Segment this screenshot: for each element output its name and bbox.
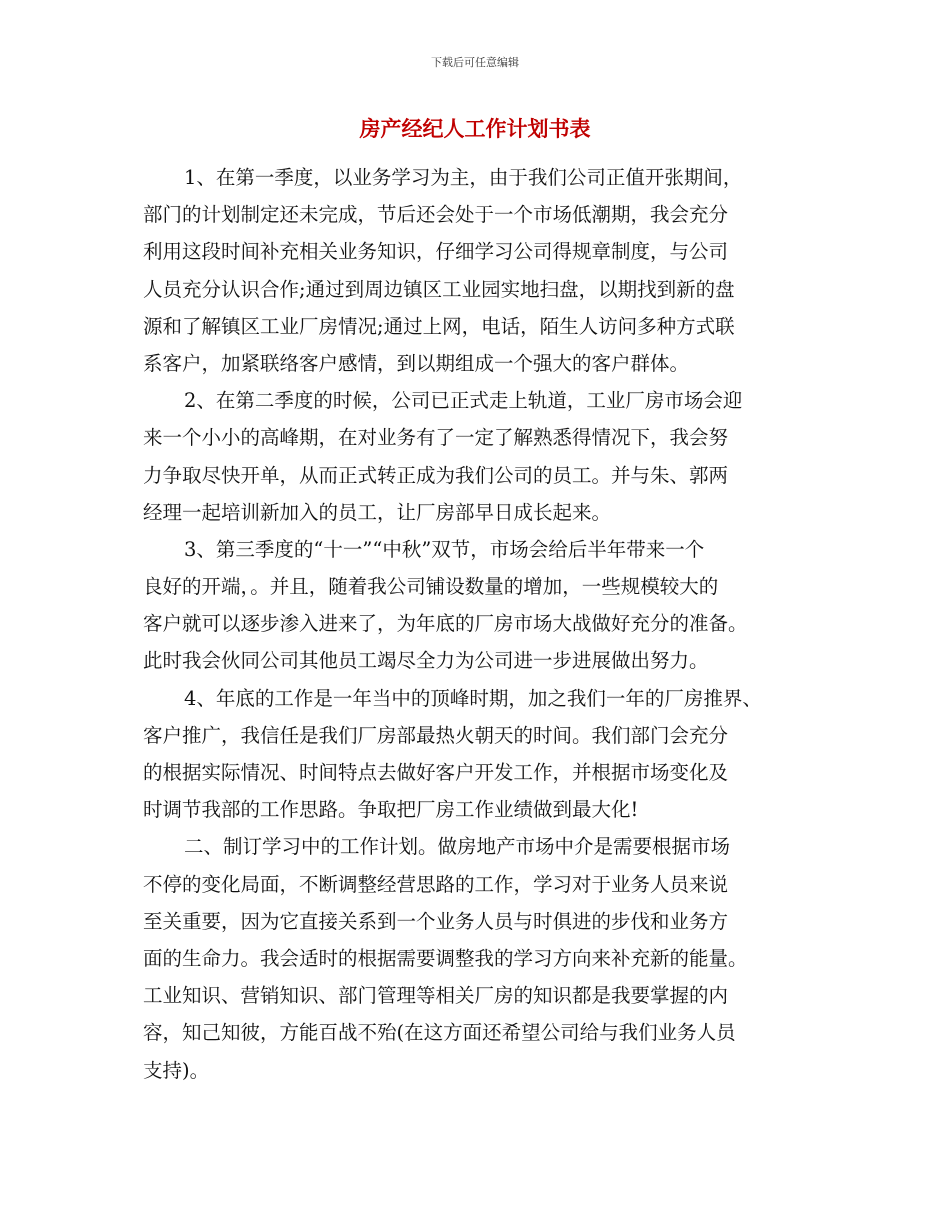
text-line: 二、制订学习中的工作计划。做房地产市场中介是需要根据市场	[184, 835, 731, 859]
text-line: 面的生命力。我会适时的根据需要调整我的学习方向来补充新的能量。	[143, 946, 748, 970]
text-line: 人员充分认识合作;通过到周边镇区工业园实地扫盘，以期找到新的盘	[143, 277, 735, 301]
text-line: 力争取尽快开单，从而正式转正成为我们公司的员工。并与朱、郭两	[143, 463, 729, 487]
text-line: 工业知识、营销知识、部门管理等相关厂房的知识都是我要掌握的内	[143, 984, 729, 1008]
text-line: 的根据实际情况、时间特点去做好客户开发工作，并根据市场变化及	[143, 761, 729, 784]
text-line: 客户就可以逐步渗入进来了，为年底的厂房市场大战做好充分的准备。	[143, 612, 748, 636]
text-line: 至关重要，因为它直接关系到一个业务人员与时俱进的步伐和业务方	[143, 909, 729, 933]
text-line: 不停的变化局面，不断调整经营思路的工作，学习对于业务人员来说	[143, 872, 729, 896]
text-line: 3、第三季度的“十一”“中秋”双节，市场会给后半年带来一个	[184, 537, 705, 561]
text-line: 1、在第一季度，以业务学习为主，由于我们公司正值开张期间，	[184, 166, 743, 189]
text-line: 利用这段时间补充相关业务知识，仔细学习公司得规章制度，与公司	[143, 240, 729, 264]
text-line: 良好的开端，。并且，随着我公司铺设数量的增加，一些规模较大的	[143, 575, 719, 599]
text-line: 4、年底的工作是一年当中的顶峰时期，加之我们一年的厂房推界、	[184, 686, 762, 710]
text-line: 来一个小小的高峰期，在对业务有了一定了解熟悉得情况下，我会努	[143, 426, 729, 450]
text-line: 系客户，加紧联络客户感情，到以期组成一个强大的客户群体。	[143, 351, 690, 375]
document-body	[143, 159, 823, 1089]
text-line: 时调节我部的工作思路。争取把厂房工作业绩做到最大化!	[143, 798, 639, 822]
text-line: 源和了解镇区工业厂房情况;通过上网，电话，陌生人访问多种方式联	[143, 314, 735, 338]
document-title: 房产经纪人工作计划书表	[359, 117, 591, 141]
text-line: 2、在第二季度的时候，公司已正式走上轨道，工业厂房市场会迎	[184, 389, 743, 413]
text-line: 此时我会伙同公司其他员工竭尽全力为公司进一步进展做出努力。	[143, 649, 709, 673]
text-line: 容，知己知彼，方能百战不殆(在这方面还希望公司给与我们业务人员	[143, 1021, 736, 1045]
header-note: 下载后可任意编辑	[431, 56, 519, 69]
text-line: 经理一起培训新加入的员工，让厂房部早日成长起来。	[143, 500, 612, 524]
text-line: 支持)。	[143, 1058, 210, 1082]
text-line: 客户推广，我信任是我们厂房部最热火朝天的时间。我们部门会充分	[143, 723, 729, 747]
text-line: 部门的计划制定还未完成，节后还会处于一个市场低潮期，我会充分	[143, 203, 729, 227]
